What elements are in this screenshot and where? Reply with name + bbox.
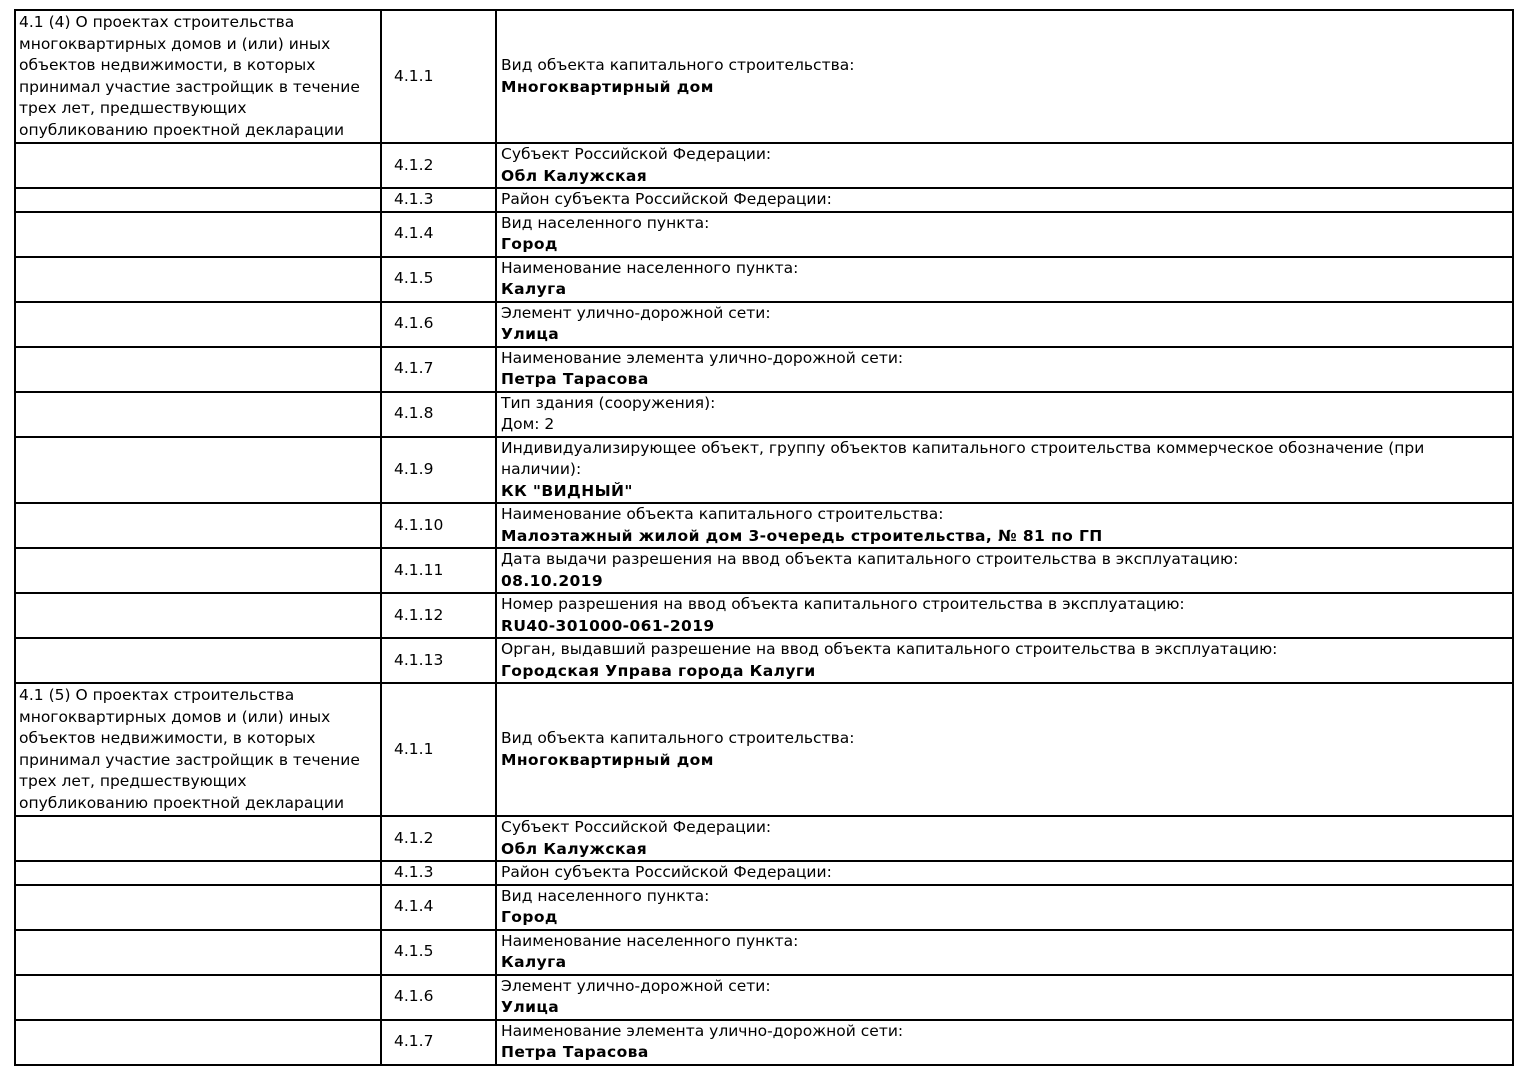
item-label: Дата выдачи разрешения на ввод объекта капитального строительства в эксплуатацию: — [501, 550, 1239, 568]
item-label: Субъект Российской Федерации: — [501, 145, 772, 163]
item-content-cell — [496, 188, 1513, 212]
item-number-cell: 4.1.10 — [381, 503, 496, 548]
empty-description-cell — [15, 548, 381, 593]
table-row — [15, 548, 1513, 593]
item-number-cell: 4.1.5 — [381, 930, 496, 975]
item-value: КК "ВИДНЫЙ" — [501, 481, 633, 500]
table-row — [15, 212, 1513, 257]
table-row — [15, 143, 1513, 188]
item-number-cell: 4.1.1 — [381, 10, 496, 143]
empty-description-cell — [15, 188, 381, 212]
empty-description-cell — [15, 212, 381, 257]
item-content-cell — [496, 302, 1513, 347]
item-value: Город — [501, 908, 558, 926]
item-value: Городская Управа города Калуги — [501, 661, 816, 680]
item-value: Улица — [501, 325, 560, 343]
item-content-cell — [496, 861, 1513, 885]
item-content-cell — [496, 347, 1513, 392]
table-row — [15, 503, 1513, 548]
empty-description-cell — [15, 885, 381, 930]
item-value: Город — [501, 235, 558, 253]
item-label: Наименование населенного пункта: — [501, 931, 799, 950]
item-value: Многоквартирный дом — [501, 77, 714, 96]
table-row — [15, 885, 1513, 930]
table-row — [15, 347, 1513, 392]
item-content-cell — [496, 1020, 1513, 1065]
table-row — [15, 683, 1513, 816]
empty-description-cell — [15, 503, 381, 548]
declaration-table — [14, 9, 1514, 1066]
empty-description-cell — [15, 257, 381, 302]
item-label: Элемент улично-дорожной сети: — [501, 303, 771, 322]
item-label: Субъект Российской Федерации: — [501, 818, 772, 836]
item-content-cell — [496, 930, 1513, 975]
item-content-cell — [496, 885, 1513, 930]
empty-description-cell — [15, 861, 381, 885]
item-content-cell — [496, 10, 1513, 143]
item-content-cell — [496, 257, 1513, 302]
item-label: Наименование элемента улично-дорожной сети: — [501, 1021, 904, 1040]
item-number-cell: 4.1.4 — [381, 212, 496, 257]
item-content-cell — [496, 212, 1513, 257]
table-row — [15, 593, 1513, 638]
empty-description-cell — [15, 638, 381, 683]
section-description: 4.1 (4) О проектах строительства многоквартирных домов и (или) иных объектов недвижимости, в которых принимал участие застройщик в течение трех лет, предшествующих опубликованию проектной декларации — [19, 13, 360, 139]
item-value: Петра Тарасова — [501, 1043, 649, 1061]
item-content-cell — [496, 638, 1513, 683]
item-number-cell: 4.1.4 — [381, 885, 496, 930]
item-content-cell — [496, 548, 1513, 593]
item-number-cell: 4.1.6 — [381, 302, 496, 347]
item-number-cell: 4.1.6 — [381, 975, 496, 1020]
item-value: 08.10.2019 — [501, 571, 604, 590]
table-row — [15, 302, 1513, 347]
table-row — [15, 975, 1513, 1020]
item-number-cell: 4.1.13 — [381, 638, 496, 683]
item-label: Вид объекта капитального строительства: — [501, 729, 855, 747]
table-row — [15, 638, 1513, 683]
item-number-cell: 4.1.9 — [381, 437, 496, 504]
item-content-cell — [496, 503, 1513, 548]
item-label: Тип здания (сооружения): — [501, 393, 716, 412]
item-label: Вид объекта капитального строительства: — [501, 56, 855, 74]
item-value: Малоэтажный жилой дом 3-очередь строительства, № 81 по ГП — [501, 526, 1103, 545]
item-label: Район субъекта Российской Федерации: — [501, 863, 832, 881]
section-description-cell — [15, 683, 381, 816]
item-number-cell: 4.1.5 — [381, 257, 496, 302]
item-value: Калуга — [501, 280, 567, 298]
item-number-cell: 4.1.12 — [381, 593, 496, 638]
item-content-cell — [496, 975, 1513, 1020]
item-number-cell: 4.1.8 — [381, 392, 496, 437]
item-label: Вид населенного пункта: — [501, 213, 710, 232]
item-label: Наименование элемента улично-дорожной сети: — [501, 348, 904, 367]
section-description-cell — [15, 10, 381, 143]
item-label: Наименование населенного пункта: — [501, 258, 799, 277]
item-number-cell: 4.1.3 — [381, 188, 496, 212]
item-number-cell: 4.1.2 — [381, 816, 496, 861]
table-row — [15, 392, 1513, 437]
item-number-cell: 4.1.7 — [381, 347, 496, 392]
table-row — [15, 257, 1513, 302]
item-value: Обл Калужская — [501, 166, 648, 185]
item-label: Вид населенного пункта: — [501, 886, 710, 905]
table-row — [15, 816, 1513, 861]
empty-description-cell — [15, 143, 381, 188]
item-content-cell — [496, 593, 1513, 638]
table-row — [15, 861, 1513, 885]
item-label: Элемент улично-дорожной сети: — [501, 976, 771, 995]
table-row — [15, 930, 1513, 975]
empty-description-cell — [15, 593, 381, 638]
item-label: Индивидуализирующее объект, группу объектов капитального строительства коммерческое обозначение (при наличии): — [501, 438, 1425, 478]
empty-description-cell — [15, 392, 381, 437]
table-row — [15, 10, 1513, 143]
empty-description-cell — [15, 930, 381, 975]
empty-description-cell — [15, 1020, 381, 1065]
item-label: Номер разрешения на ввод объекта капитального строительства в эксплуатацию: — [501, 595, 1185, 613]
item-number-cell: 4.1.7 — [381, 1020, 496, 1065]
item-number-cell: 4.1.3 — [381, 861, 496, 885]
table-row — [15, 188, 1513, 212]
table-row — [15, 437, 1513, 504]
item-label: Район субъекта Российской Федерации: — [501, 190, 832, 208]
item-label: Наименование объекта капитального строительства: — [501, 505, 944, 523]
item-value: Калуга — [501, 953, 567, 971]
item-content-cell — [496, 816, 1513, 861]
item-content-cell — [496, 437, 1513, 504]
item-number-cell: 4.1.1 — [381, 683, 496, 816]
empty-description-cell — [15, 816, 381, 861]
item-value: RU40-301000-061-2019 — [501, 616, 715, 635]
empty-description-cell — [15, 302, 381, 347]
item-value: Улица — [501, 998, 560, 1016]
item-content-cell — [496, 392, 1513, 437]
item-value: Обл Калужская — [501, 839, 648, 858]
table-row — [15, 1020, 1513, 1065]
item-number-cell: 4.1.2 — [381, 143, 496, 188]
item-content-cell — [496, 143, 1513, 188]
item-value: Дом: 2 — [501, 415, 555, 433]
empty-description-cell — [15, 975, 381, 1020]
declaration-table-body — [15, 10, 1513, 1065]
section-description: 4.1 (5) О проектах строительства многоквартирных домов и (или) иных объектов недвижимости, в которых принимал участие застройщик в течение трех лет, предшествующих опубликованию проектной декларации — [19, 686, 360, 812]
item-label: Орган, выдавший разрешение на ввод объекта капитального строительства в эксплуатацию: — [501, 640, 1278, 658]
empty-description-cell — [15, 347, 381, 392]
item-number-cell: 4.1.11 — [381, 548, 496, 593]
item-content-cell — [496, 683, 1513, 816]
item-value: Многоквартирный дом — [501, 750, 714, 769]
empty-description-cell — [15, 437, 381, 504]
item-value: Петра Тарасова — [501, 370, 649, 388]
